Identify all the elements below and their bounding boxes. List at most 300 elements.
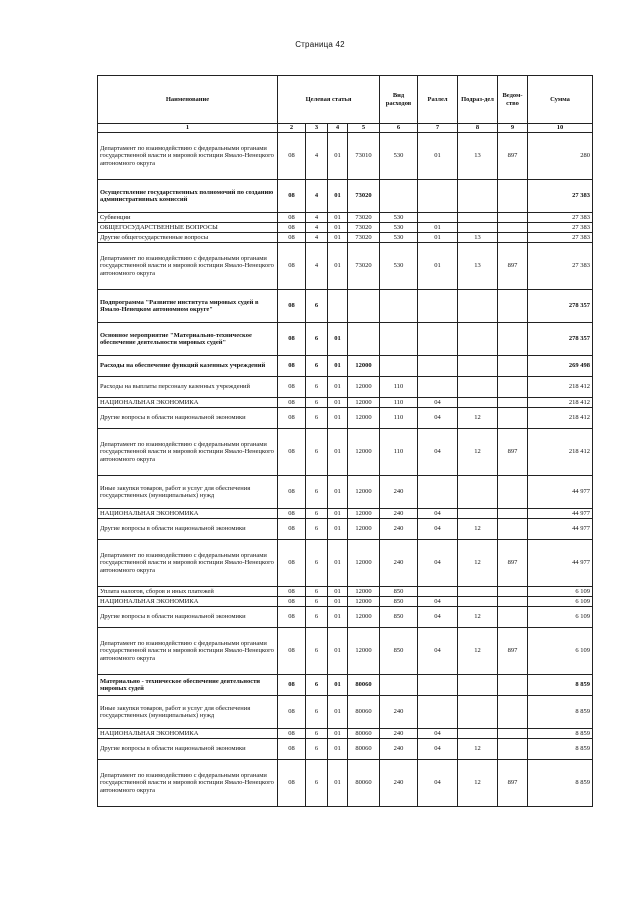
target-code-subprogram: 6	[306, 760, 328, 807]
header-section: Разлел	[418, 76, 458, 124]
target-code-program: 08	[278, 509, 306, 519]
target-code-direction: 73010	[348, 133, 380, 180]
target-code-direction: 73020	[348, 233, 380, 243]
amount-cell: 218 412	[528, 408, 593, 429]
amount-cell: 27 383	[528, 213, 593, 223]
target-code-activity: 01	[328, 696, 348, 729]
row-name: Другие вопросы в области национальной экономики	[98, 607, 278, 628]
section-cell: 01	[418, 233, 458, 243]
target-code-program: 08	[278, 540, 306, 587]
section-cell: 04	[418, 597, 458, 607]
expense-type-cell	[380, 323, 418, 356]
subsection-cell: 12	[458, 739, 498, 760]
target-code-activity: 01	[328, 739, 348, 760]
target-code-direction: 12000	[348, 607, 380, 628]
expense-type-cell: 240	[380, 696, 418, 729]
section-cell	[418, 377, 458, 398]
page-number: Страница 42	[295, 40, 345, 49]
expense-type-cell: 850	[380, 587, 418, 597]
target-code-program: 08	[278, 323, 306, 356]
target-code-subprogram: 4	[306, 243, 328, 290]
target-code-direction: 80060	[348, 760, 380, 807]
table-row	[98, 323, 593, 356]
target-code-subprogram: 6	[306, 587, 328, 597]
subsection-cell: 12	[458, 429, 498, 476]
department-cell	[498, 323, 528, 356]
target-code-program: 08	[278, 243, 306, 290]
expense-type-cell	[380, 675, 418, 696]
subsection-cell: 12	[458, 540, 498, 587]
target-code-subprogram: 6	[306, 377, 328, 398]
column-number: 6	[380, 124, 418, 133]
target-code-subprogram: 6	[306, 476, 328, 509]
target-code-direction: 73020	[348, 243, 380, 290]
column-number: 1	[98, 124, 278, 133]
column-number: 3	[306, 124, 328, 133]
expense-type-cell: 530	[380, 213, 418, 223]
row-name: Департамент по взаимодействию с федеральными органами государственной власти и мировой юстиции Ямало-Ненецкого автономного округа	[98, 133, 278, 180]
subsection-cell	[458, 180, 498, 213]
section-cell: 04	[418, 607, 458, 628]
column-number-row	[98, 124, 593, 133]
target-code-subprogram: 4	[306, 233, 328, 243]
subsection-cell	[458, 675, 498, 696]
amount-cell: 278 357	[528, 290, 593, 323]
target-code-direction: 73020	[348, 180, 380, 213]
expense-type-cell: 530	[380, 243, 418, 290]
amount-cell: 27 383	[528, 233, 593, 243]
table-row	[98, 597, 593, 607]
section-cell: 01	[418, 223, 458, 233]
department-cell	[498, 519, 528, 540]
header-name: Наименование	[98, 76, 278, 124]
section-cell: 04	[418, 398, 458, 408]
amount-cell: 27 383	[528, 223, 593, 233]
target-code-activity	[328, 290, 348, 323]
department-cell: 897	[498, 540, 528, 587]
table-row	[98, 760, 593, 807]
department-cell	[498, 408, 528, 429]
table-row	[98, 607, 593, 628]
section-cell: 04	[418, 519, 458, 540]
section-cell: 01	[418, 243, 458, 290]
row-name: НАЦИОНАЛЬНАЯ ЭКОНОМИКА	[98, 729, 278, 739]
target-code-direction: 12000	[348, 597, 380, 607]
expense-type-cell: 240	[380, 519, 418, 540]
header-subsection: Подраз-дел	[458, 76, 498, 124]
target-code-program: 08	[278, 398, 306, 408]
amount-cell: 27 383	[528, 180, 593, 213]
section-cell: 04	[418, 429, 458, 476]
table-row	[98, 587, 593, 597]
amount-cell: 8 859	[528, 729, 593, 739]
amount-cell: 218 412	[528, 398, 593, 408]
section-cell	[418, 675, 458, 696]
target-code-program: 08	[278, 377, 306, 398]
table-row	[98, 398, 593, 408]
table-row	[98, 180, 593, 213]
row-name: Департамент по взаимодействию с федеральными органами государственной власти и мировой юстиции Ямало-Ненецкого автономного округа	[98, 540, 278, 587]
target-code-subprogram: 6	[306, 356, 328, 377]
target-code-subprogram: 4	[306, 180, 328, 213]
target-code-subprogram: 6	[306, 597, 328, 607]
target-code-subprogram: 6	[306, 696, 328, 729]
subsection-cell	[458, 398, 498, 408]
department-cell	[498, 607, 528, 628]
department-cell	[498, 223, 528, 233]
row-name: Основное мероприятие "Материально-техническое обеспечение деятельности мировых судей"	[98, 323, 278, 356]
department-cell	[498, 729, 528, 739]
subsection-cell	[458, 509, 498, 519]
amount-cell: 44 977	[528, 509, 593, 519]
section-cell: 04	[418, 628, 458, 675]
target-code-activity: 01	[328, 213, 348, 223]
amount-cell: 8 859	[528, 739, 593, 760]
target-code-subprogram: 6	[306, 408, 328, 429]
amount-cell: 269 498	[528, 356, 593, 377]
target-code-program: 08	[278, 675, 306, 696]
expense-type-cell	[380, 290, 418, 323]
amount-cell: 6 109	[528, 607, 593, 628]
target-code-activity: 01	[328, 760, 348, 807]
subsection-cell: 13	[458, 243, 498, 290]
section-cell: 04	[418, 509, 458, 519]
row-name: НАЦИОНАЛЬНАЯ ЭКОНОМИКА	[98, 509, 278, 519]
target-code-program: 08	[278, 429, 306, 476]
subsection-cell: 12	[458, 607, 498, 628]
department-cell	[498, 180, 528, 213]
target-code-direction: 12000	[348, 587, 380, 597]
target-code-program: 08	[278, 587, 306, 597]
amount-cell: 6 109	[528, 587, 593, 597]
table-row	[98, 408, 593, 429]
table-row	[98, 290, 593, 323]
target-code-activity: 01	[328, 233, 348, 243]
row-name: Другие вопросы в области национальной экономики	[98, 519, 278, 540]
table-row	[98, 540, 593, 587]
expense-type-cell	[380, 356, 418, 377]
target-code-direction: 12000	[348, 377, 380, 398]
target-code-activity: 01	[328, 223, 348, 233]
column-number: 5	[348, 124, 380, 133]
row-name: Департамент по взаимодействию с федеральными органами государственной власти и мировой юстиции Ямало-Ненецкого автономного округа	[98, 429, 278, 476]
subsection-cell: 13	[458, 133, 498, 180]
row-name: Другие общегосударственные вопросы	[98, 233, 278, 243]
target-code-subprogram: 6	[306, 519, 328, 540]
row-name: Расходы на обеспечение функций казенных учреждений	[98, 356, 278, 377]
target-code-program: 08	[278, 476, 306, 509]
amount-cell: 6 109	[528, 628, 593, 675]
subsection-cell	[458, 223, 498, 233]
target-code-subprogram: 6	[306, 509, 328, 519]
row-name: Департамент по взаимодействию с федеральными органами государственной власти и мировой юстиции Ямало-Ненецкого автономного округа	[98, 243, 278, 290]
header-expense-type: Вид расходов	[380, 76, 418, 124]
target-code-program: 08	[278, 213, 306, 223]
target-code-activity: 01	[328, 675, 348, 696]
expense-type-cell: 240	[380, 760, 418, 807]
subsection-cell: 12	[458, 408, 498, 429]
section-cell	[418, 290, 458, 323]
target-code-program: 08	[278, 290, 306, 323]
row-name: Другие вопросы в области национальной экономики	[98, 408, 278, 429]
subsection-cell	[458, 476, 498, 509]
target-code-activity: 01	[328, 133, 348, 180]
target-code-direction: 12000	[348, 398, 380, 408]
target-code-subprogram: 6	[306, 290, 328, 323]
section-cell: 04	[418, 540, 458, 587]
header-target-article: Целевая статья	[278, 76, 380, 124]
department-cell	[498, 213, 528, 223]
target-code-subprogram: 6	[306, 739, 328, 760]
row-name: НАЦИОНАЛЬНАЯ ЭКОНОМИКА	[98, 398, 278, 408]
target-code-activity: 01	[328, 180, 348, 213]
header-department: Ведом-ство	[498, 76, 528, 124]
target-code-direction: 80060	[348, 696, 380, 729]
expense-type-cell: 110	[380, 429, 418, 476]
amount-cell: 44 977	[528, 540, 593, 587]
table-row	[98, 377, 593, 398]
table-row	[98, 429, 593, 476]
department-cell	[498, 739, 528, 760]
row-name: Материально - техническое обеспечение деятельности мировых судей	[98, 675, 278, 696]
table-row	[98, 519, 593, 540]
row-name: Департамент по взаимодействию с федеральными органами государственной власти и мировой юстиции Ямало-Ненецкого автономного округа	[98, 628, 278, 675]
table-row	[98, 739, 593, 760]
target-code-program: 08	[278, 180, 306, 213]
target-code-program: 08	[278, 607, 306, 628]
expense-type-cell: 530	[380, 223, 418, 233]
target-code-direction: 12000	[348, 356, 380, 377]
amount-cell: 280	[528, 133, 593, 180]
target-code-subprogram: 6	[306, 398, 328, 408]
target-code-program: 08	[278, 356, 306, 377]
amount-cell: 218 412	[528, 377, 593, 398]
table-row	[98, 729, 593, 739]
target-code-activity: 01	[328, 628, 348, 675]
target-code-activity: 01	[328, 476, 348, 509]
target-code-program: 08	[278, 628, 306, 675]
section-cell	[418, 356, 458, 377]
expense-type-cell: 240	[380, 739, 418, 760]
target-code-direction: 80060	[348, 739, 380, 760]
target-code-activity: 01	[328, 509, 348, 519]
target-code-activity: 01	[328, 377, 348, 398]
department-cell: 897	[498, 133, 528, 180]
target-code-program: 08	[278, 133, 306, 180]
column-number: 9	[498, 124, 528, 133]
expense-type-cell: 850	[380, 628, 418, 675]
department-cell	[498, 290, 528, 323]
expense-type-cell: 110	[380, 398, 418, 408]
table-row	[98, 628, 593, 675]
row-name: Осуществление государственных полномочий по созданию административных комиссий	[98, 180, 278, 213]
section-cell	[418, 696, 458, 729]
expense-type-cell: 530	[380, 233, 418, 243]
row-name: Расходы на выплаты персоналу казенных учреждений	[98, 377, 278, 398]
table-row	[98, 223, 593, 233]
target-code-direction: 12000	[348, 519, 380, 540]
target-code-program: 08	[278, 223, 306, 233]
department-cell	[498, 587, 528, 597]
target-code-direction: 73020	[348, 213, 380, 223]
subsection-cell	[458, 729, 498, 739]
row-name: НАЦИОНАЛЬНАЯ ЭКОНОМИКА	[98, 597, 278, 607]
department-cell	[498, 233, 528, 243]
section-cell: 04	[418, 760, 458, 807]
target-code-activity: 01	[328, 323, 348, 356]
budget-table	[97, 75, 593, 807]
amount-cell: 218 412	[528, 429, 593, 476]
section-cell	[418, 476, 458, 509]
department-cell	[498, 476, 528, 509]
expense-type-cell: 240	[380, 540, 418, 587]
column-number: 4	[328, 124, 348, 133]
subsection-cell	[458, 597, 498, 607]
header-amount: Сумма	[528, 76, 593, 124]
target-code-direction: 80060	[348, 675, 380, 696]
amount-cell: 44 977	[528, 476, 593, 509]
table-row	[98, 509, 593, 519]
department-cell	[498, 398, 528, 408]
target-code-program: 08	[278, 519, 306, 540]
section-cell: 04	[418, 729, 458, 739]
target-code-subprogram: 6	[306, 323, 328, 356]
target-code-direction	[348, 323, 380, 356]
target-code-direction: 80060	[348, 729, 380, 739]
target-code-subprogram: 6	[306, 675, 328, 696]
target-code-activity: 01	[328, 398, 348, 408]
table-row	[98, 243, 593, 290]
department-cell: 897	[498, 760, 528, 807]
target-code-subprogram: 4	[306, 213, 328, 223]
target-code-activity: 01	[328, 587, 348, 597]
header-row	[98, 76, 593, 124]
expense-type-cell: 110	[380, 408, 418, 429]
target-code-program: 08	[278, 760, 306, 807]
subsection-cell: 12	[458, 519, 498, 540]
department-cell: 897	[498, 628, 528, 675]
department-cell	[498, 696, 528, 729]
column-number: 10	[528, 124, 593, 133]
target-code-direction: 12000	[348, 509, 380, 519]
target-code-program: 08	[278, 597, 306, 607]
expense-type-cell	[380, 180, 418, 213]
target-code-activity: 01	[328, 408, 348, 429]
expense-type-cell: 240	[380, 476, 418, 509]
subsection-cell	[458, 587, 498, 597]
target-code-subprogram: 6	[306, 628, 328, 675]
target-code-activity: 01	[328, 356, 348, 377]
target-code-subprogram: 6	[306, 429, 328, 476]
target-code-subprogram: 4	[306, 133, 328, 180]
subsection-cell: 13	[458, 233, 498, 243]
expense-type-cell: 850	[380, 607, 418, 628]
table-row	[98, 213, 593, 223]
row-name: Субвенции	[98, 213, 278, 223]
table-body	[98, 133, 593, 807]
section-cell	[418, 587, 458, 597]
department-cell	[498, 509, 528, 519]
row-name: Иные закупки товаров, работ и услуг для обеспечения государственных (муниципальных) нужд	[98, 696, 278, 729]
target-code-program: 08	[278, 739, 306, 760]
subsection-cell: 12	[458, 760, 498, 807]
subsection-cell	[458, 356, 498, 377]
department-cell	[498, 356, 528, 377]
target-code-direction: 12000	[348, 628, 380, 675]
target-code-activity: 01	[328, 429, 348, 476]
subsection-cell	[458, 377, 498, 398]
target-code-subprogram: 6	[306, 607, 328, 628]
amount-cell: 278 357	[528, 323, 593, 356]
table-row	[98, 356, 593, 377]
section-cell	[418, 323, 458, 356]
target-code-direction	[348, 290, 380, 323]
column-number: 2	[278, 124, 306, 133]
section-cell: 04	[418, 739, 458, 760]
section-cell	[418, 213, 458, 223]
row-name: Иные закупки товаров, работ и услуг для обеспечения государственных (муниципальных) нужд	[98, 476, 278, 509]
department-cell: 897	[498, 429, 528, 476]
target-code-activity: 01	[328, 597, 348, 607]
table-row	[98, 133, 593, 180]
subsection-cell	[458, 213, 498, 223]
row-name: Другие вопросы в области национальной экономики	[98, 739, 278, 760]
expense-type-cell: 110	[380, 377, 418, 398]
section-cell: 01	[418, 133, 458, 180]
column-number: 7	[418, 124, 458, 133]
target-code-subprogram: 4	[306, 223, 328, 233]
table-row	[98, 696, 593, 729]
amount-cell: 27 383	[528, 243, 593, 290]
target-code-subprogram: 6	[306, 540, 328, 587]
target-code-activity: 01	[328, 243, 348, 290]
target-code-direction: 12000	[348, 476, 380, 509]
target-code-program: 08	[278, 696, 306, 729]
target-code-activity: 01	[328, 519, 348, 540]
department-cell: 897	[498, 243, 528, 290]
target-code-program: 08	[278, 729, 306, 739]
expense-type-cell: 240	[380, 509, 418, 519]
column-number: 8	[458, 124, 498, 133]
department-cell	[498, 377, 528, 398]
amount-cell: 6 109	[528, 597, 593, 607]
subsection-cell	[458, 696, 498, 729]
amount-cell: 8 859	[528, 696, 593, 729]
target-code-activity: 01	[328, 607, 348, 628]
target-code-subprogram: 6	[306, 729, 328, 739]
target-code-direction: 12000	[348, 540, 380, 587]
amount-cell: 44 977	[528, 519, 593, 540]
target-code-direction: 73020	[348, 223, 380, 233]
row-name: Департамент по взаимодействию с федеральными органами государственной власти и мировой юстиции Ямало-Ненецкого автономного округа	[98, 760, 278, 807]
row-name: Подпрограмма "Развитие института мировых судей в Ямало-Ненецком автономном округе"	[98, 290, 278, 323]
section-cell: 04	[418, 408, 458, 429]
subsection-cell	[458, 323, 498, 356]
department-cell	[498, 597, 528, 607]
target-code-direction: 12000	[348, 429, 380, 476]
target-code-activity: 01	[328, 540, 348, 587]
row-name: Уплата налогов, сборов и иных платежей	[98, 587, 278, 597]
section-cell	[418, 180, 458, 213]
department-cell	[498, 675, 528, 696]
expense-type-cell: 850	[380, 597, 418, 607]
target-code-program: 08	[278, 408, 306, 429]
row-name: ОБЩЕГОСУДАРСТВЕННЫЕ ВОПРОСЫ	[98, 223, 278, 233]
amount-cell: 8 859	[528, 760, 593, 807]
table-row	[98, 675, 593, 696]
amount-cell: 8 859	[528, 675, 593, 696]
expense-type-cell: 530	[380, 133, 418, 180]
